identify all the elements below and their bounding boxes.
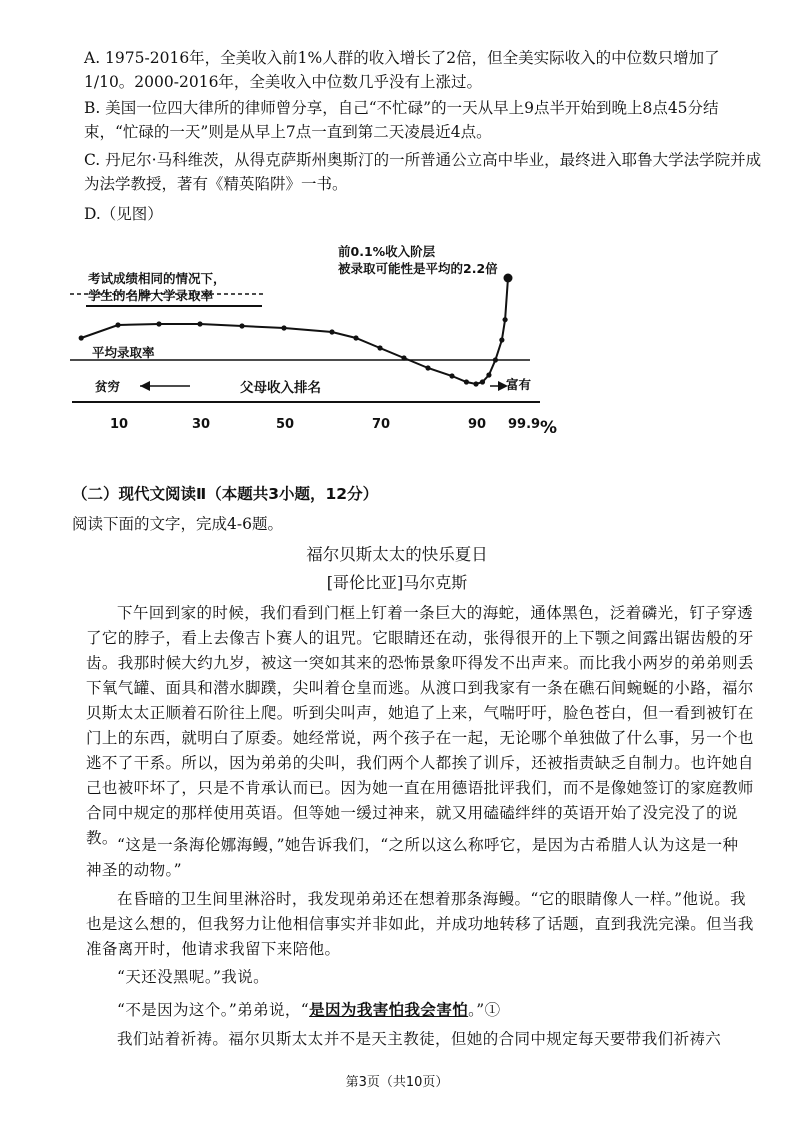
data-point	[197, 321, 202, 326]
underlined-sentence: 是因为我害怕我会害怕	[309, 1000, 469, 1019]
data-point	[239, 323, 244, 328]
data-point	[480, 379, 485, 384]
chart-title-line1: 考试成绩相同的情况下，	[88, 271, 226, 286]
data-point	[486, 372, 491, 377]
data-point	[504, 274, 513, 283]
x-tick-label: 70	[372, 417, 391, 432]
chart-annotation-top-line1: 前0.1%收入阶层	[338, 244, 436, 259]
section-heading: （二）现代文阅读Ⅱ（本题共3小题，12分）	[72, 485, 379, 503]
data-point	[464, 379, 469, 384]
data-point	[425, 365, 430, 370]
data-point	[449, 373, 454, 378]
option-b: B. 美国一位四大律所的律师曾分享，自己“不忙碌”的一天从早上9点半开始到晚上8点45分结束，“忙碌的一天”则是从早上7点一直到第二天凌晨近4点。	[84, 99, 719, 141]
data-point	[115, 322, 120, 327]
option-d: D.（见图）	[84, 205, 163, 223]
data-point	[401, 355, 406, 360]
data-point	[281, 325, 286, 330]
x-tick-label: 50	[276, 417, 295, 432]
data-point	[502, 317, 507, 322]
paragraph-3: 在昏暗的卫生间里淋浴时，我发现弟弟还在想着那条海鳗。“它的眼睛像人一样。”他说。我也是这么想的，但我努力让他相信事实并非如此，并成功地转移了话题，直到我洗完澡。但当我准备离开时，他请求我留下来陪他。	[86, 890, 754, 958]
x-tick-label: 90	[468, 417, 487, 432]
average-label: 平均录取率	[92, 345, 155, 360]
data-point	[329, 329, 334, 334]
paragraph-6: 我们站着祈祷。福尔贝斯太太并不是天主教徒，但她的合同中规定每天要带我们祈祷六	[117, 1030, 722, 1048]
data-point	[353, 335, 358, 340]
section-instruction: 阅读下面的文字，完成4-6题。	[72, 515, 283, 533]
data-point	[493, 357, 498, 362]
dialogue-start: “不是因为这个。”弟弟说，“	[117, 1001, 310, 1019]
x-unit: %	[540, 418, 558, 438]
data-point	[156, 321, 161, 326]
dialogue-end: 。”①	[468, 1001, 501, 1019]
article-author: [哥伦比亚]马尔克斯	[326, 573, 468, 592]
x-tick-label: 30	[192, 417, 211, 432]
chart-annotation-top-line2: 被录取可能性是平均的2.2倍	[338, 261, 498, 276]
income-admission-chart	[40, 236, 580, 446]
rich-label: 富有	[506, 377, 532, 392]
page-footer: 第3页（共10页）	[345, 1075, 449, 1090]
option-c: C. 丹尼尔·马科维茨，从得克萨斯州奥斯汀的一所普通公立高中毕业，最终进入耶鲁大学法学院并成为法学教授，著有《精英陷阱》一书。	[84, 151, 762, 193]
paragraph-5	[86, 997, 754, 1023]
option-a: A. 1975-2016年，全美收入前1%人群的收入增长了2倍，但全美实际收入的中位数只增加了1/10。2000-2016年，全美收入中位数几乎没有上涨过。	[84, 49, 720, 91]
chart-title-line2: 学生的名牌大学录取率	[88, 288, 214, 303]
data-point	[79, 335, 84, 340]
poor-arrow-head	[140, 381, 150, 391]
data-point	[499, 337, 504, 342]
article-title: 福尔贝斯太太的快乐夏日	[306, 545, 488, 564]
paragraph-4: “天还没黑呢。”我说。	[117, 968, 269, 986]
poor-label: 贫穷	[95, 379, 121, 394]
x-tick-label: 10	[110, 417, 129, 432]
x-axis-label: 父母收入排名	[240, 380, 321, 396]
paragraph-2: “这是一条海伦娜海鳗，”她告诉我们，“之所以这么称呼它，是因为古希腊人认为这是一种神圣的动物。”	[86, 836, 739, 879]
data-point	[473, 381, 478, 386]
x-tick-label: 99.9	[508, 417, 541, 432]
x-tick-labels	[110, 417, 540, 432]
data-point	[377, 345, 382, 350]
paragraph-1: 下午回到家的时候，我们看到门框上钉着一条巨大的海蛇，通体黑色，泛着磷光，钉子穿透了它的脖子，看上去像吉卜赛人的诅咒。它眼睛还在动，张得很开的上下颚之间露出锯齿般的牙齿。我那时候大约九岁，被这一突如其来的恐怖景象吓得发不出声来。而比我小两岁的弟弟则丢下氧气罐、面具和潜水脚蹼，尖叫着仓皇而逃。从渡口到我家有一条在礁石间蜿蜒的小路，福尔贝斯太太正顺着石阶往上爬。听到尖叫声，她追了上来，气喘吁吁，脸色苍白，但一看到被钉在门上的东西，就明白了原委。她经常说，两个孩子在一起，无论哪个单独做了什么事，另一个也逃不了干系。所以，因为弟弟的尖叫，我们两个人都挨了训斥，还被指责缺乏自制力。也许她自己也被吓坏了，只是不肯承认而已。因为她一直在用德语批评我们，而不是像她签订的家庭教师合同中规定的那样使用英语。但等她一缓过神来，就又用磕磕绊绊的英语开始了没完没了的说教。	[86, 604, 754, 847]
